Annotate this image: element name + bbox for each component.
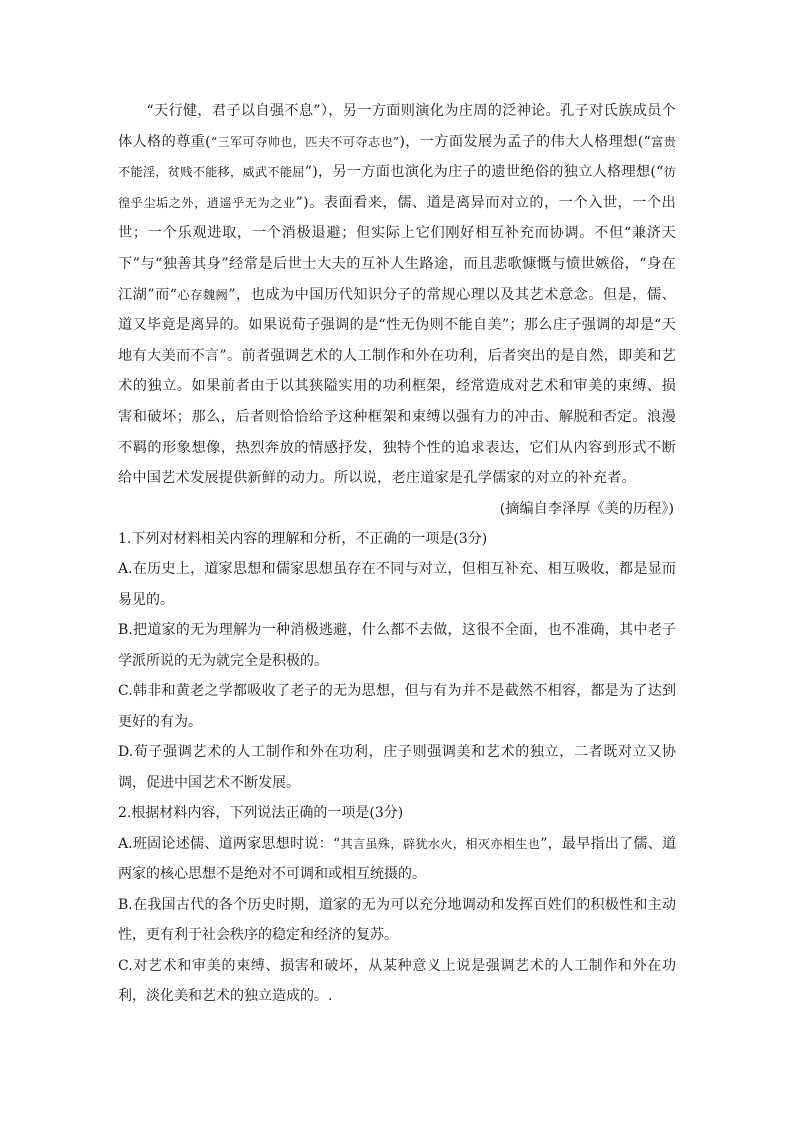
passage-text: “天行健，君子以自强不息”），另一方面则演化为庄周的泛神论。孔子对氏族成员个体人格的尊重( [118,103,676,150]
inline-quote: 彷徨乎尘垢之外，逍遥乎无为之业 [118,165,676,210]
inline-quote: “三军可夺帅也，匹夫不可夺志也” [210,134,400,149]
passage-text: ”)，另一方面也演化为庄子的遗世绝俗的独立人格理想(“ [304,164,664,181]
passage-text: ”，也成为中国历代知识分子的常规心理以及其艺术意念。但是，儒、道又毕竟是离异的。如果说荀子强调的是“性无伪则不能自美”；那么庄子强调的却是“天地有大美而不言”。前者强调艺术的人工制作和外在功利，后者突出的是自然，即美和艺术的独立。如果前者由于以其狭隘实用的功利框架，经常造成对艺术和审美的束缚、损害和破坏；那么，后者则恰恰给予这种框架和束缚以强有力的冲击、解脱和否定。浪漫不羁的形象想像，热烈奔放的情感抒发，独特个性的追求表达，它们从内容到形式不断给中国艺术发展提供新鲜的动力。所以说，老庄道家是孔学儒家的对立的补充者。 [118,286,676,487]
option-b: B.在我国古代的各个历史时期，道家的无为可以充分地调动和发挥百姓们的积极性和主动性，更有利于社会秩序的稳定和经济的复苏。 [118,896,676,944]
question-title: 1.下列对材料相关内容的理解和分析，不正确的一项是(3分) [118,530,488,547]
inline-quote: 富贵不能淫，贫贱不能移，威武不能屈 [118,134,676,180]
document-page [118,96,676,1012]
passage-paragraph [118,96,676,494]
source-citation: (摘编自李泽厚《美的历程》) [499,500,674,517]
inline-quote: 其言虽殊，辟犹水火，相灭亦相生也 [340,836,541,851]
option-a [118,829,676,890]
option-text: A.班固论述儒、道两家思想时说：“ [118,835,341,852]
question-1 [118,524,676,799]
option-d: D.荀子强调艺术的人工制作和外在功利，庄子则强调美和艺术的独立，二者既对立又协调，促进中国艺术不断发展。 [118,744,676,791]
passage-text: )，一方面发展为孟子的伟大人格理想(“ [399,133,651,150]
option-b: B.把道家的无为理解为一种消极逃避，什么都不去做，这很不全面，也不准确，其中老子学派所说的无为就完全是积极的。 [118,622,676,669]
option-c: C.韩非和黄老之学都吸收了老子的无为思想，但与有为并不是截然不相容，都是为了达到更好的有为。 [118,683,676,730]
question-2 [118,798,676,1012]
inline-quote: 心存魏阙 [177,287,229,302]
passage-text: ”)。表面看来，儒、道是离异而对立的，一个入世，一个出世；一个乐观进取，一个消极退避；但实际上它们刚好相互补充而协调。不但“兼济天下”与“独善其身”经常是后世士大夫的互补人生路途，而且悲歌慷慨与愤世嫉俗，“身在江湖”而“ [118,194,676,303]
option-text: ”，最早指出了儒、道两家的核心思想不是绝对不可调和或相互统摄的。 [118,835,677,883]
question-title: 2.根据材料内容，下列说法正确的一项是(3分) [118,805,404,822]
option-a: A.在历史上，道家思想和儒家思想虽存在不同与对立，但相互补充、相互吸收，都是显而易见的。 [118,561,676,608]
option-c: C.对艺术和审美的束缚、损害和破坏，从某种意义上说是强调艺术的人工制作和外在功利，淡化美和艺术的独立造成的。. [118,957,676,1005]
